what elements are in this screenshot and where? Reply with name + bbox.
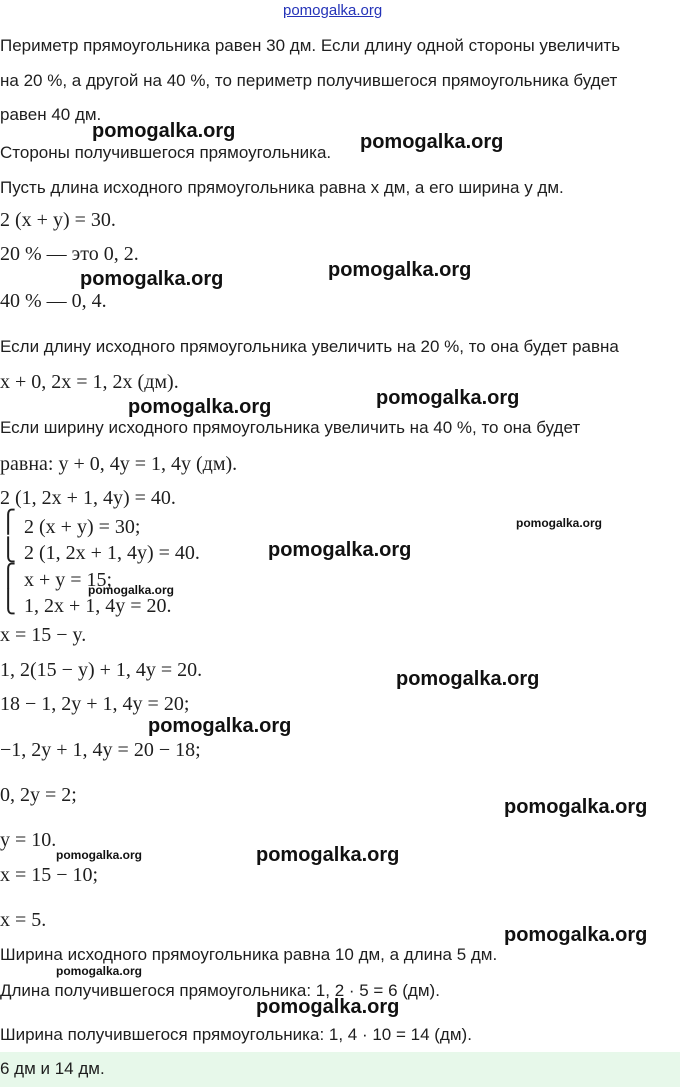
system1-eq2: 2 (1, 2x + 1, 4y) = 40. — [24, 542, 200, 564]
equation-new-perimeter: 2 (1, 2x + 1, 4y) = 40. — [0, 487, 176, 509]
y-result: y = 10. — [0, 829, 57, 851]
watermark: pomogalka.org — [128, 396, 272, 418]
problem-line-3: равен 40 дм. — [0, 105, 102, 124]
watermark: pomogalka.org — [376, 387, 520, 409]
system-brace: ⎩ — [0, 590, 17, 615]
percent-40: 40 % — 0, 4. — [0, 290, 107, 312]
system1-eq1: 2 (x + y) = 30; — [24, 516, 141, 538]
system-brace: ⎧ — [0, 510, 17, 535]
watermark: pomogalka.org — [256, 996, 400, 1018]
let-statement: Пусть длина исходного прямоугольника равна x дм, а его ширина y дм. — [0, 178, 564, 197]
watermark: pomogalka.org — [516, 516, 603, 530]
problem-line-2: на 20 %, а другой на 40 %, то периметр получившегося прямоугольника будет — [0, 71, 618, 90]
watermark: pomogalka.org — [80, 268, 224, 290]
watermark: pomogalka.org — [88, 583, 175, 597]
watermark: pomogalka.org — [256, 844, 400, 866]
watermark: pomogalka.org — [56, 964, 143, 978]
width-increase-formula: равна: y + 0, 4y = 1, 4y (дм). — [0, 453, 238, 475]
problem-line-1: Периметр прямоугольника равен 30 дм. Если длину одной стороны увеличить — [0, 36, 621, 55]
watermark: pomogalka.org — [504, 796, 648, 818]
watermark: pomogalka.org — [56, 848, 143, 862]
watermark: pomogalka.org — [328, 259, 472, 281]
new-length: Длина получившегося прямоугольника: 1, 2 · 5 = 6 (дм). — [0, 981, 440, 1000]
original-dimensions: Ширина исходного прямоугольника равна 10 дм, а длина 5 дм. — [0, 945, 498, 964]
watermark: pomogalka.org — [268, 539, 412, 561]
watermark: pomogalka.org — [92, 120, 236, 142]
watermark-link[interactable]: pomogalka.org — [283, 2, 383, 19]
move-terms: −1, 2y + 1, 4y = 20 − 18; — [0, 739, 201, 761]
system-brace: ⎧ — [0, 564, 17, 589]
express-x: x = 15 − y. — [0, 624, 87, 646]
system2-eq1: x + y = 15; — [24, 569, 113, 591]
substitution: 1, 2(15 − y) + 1, 4y = 20. — [0, 659, 203, 681]
watermark: pomogalka.org — [360, 131, 504, 153]
new-width: Ширина получившегося прямоугольника: 1, 4 · 10 = 14 (дм). — [0, 1025, 472, 1044]
x-result: x = 5. — [0, 909, 47, 931]
watermark: pomogalka.org — [396, 668, 540, 690]
answer-text: 6 дм и 14 дм. — [0, 1059, 105, 1078]
x-substitute: x = 15 − 10; — [0, 864, 99, 886]
watermark: pomogalka.org — [148, 715, 292, 737]
length-increase-formula: x + 0, 2x = 1, 2x (дм). — [0, 371, 179, 393]
watermark: pomogalka.org — [504, 924, 648, 946]
width-increase-text: Если ширину исходного прямоугольника увеличить на 40 %, то она будет — [0, 418, 581, 437]
sides-heading: Стороны получившегося прямоугольника. — [0, 143, 332, 162]
answer-box — [0, 1052, 680, 1087]
equation-perimeter: 2 (x + y) = 30. — [0, 209, 116, 231]
simplify: 0, 2y = 2; — [0, 784, 77, 806]
expand-step: 18 − 1, 2y + 1, 4y = 20; — [0, 693, 190, 715]
system2-eq2: 1, 2x + 1, 4y = 20. — [24, 595, 172, 617]
percent-20: 20 % — это 0, 2. — [0, 243, 139, 265]
system-brace: ⎩ — [0, 538, 17, 563]
length-increase-text: Если длину исходного прямоугольника увеличить на 20 %, то она будет равна — [0, 337, 619, 356]
